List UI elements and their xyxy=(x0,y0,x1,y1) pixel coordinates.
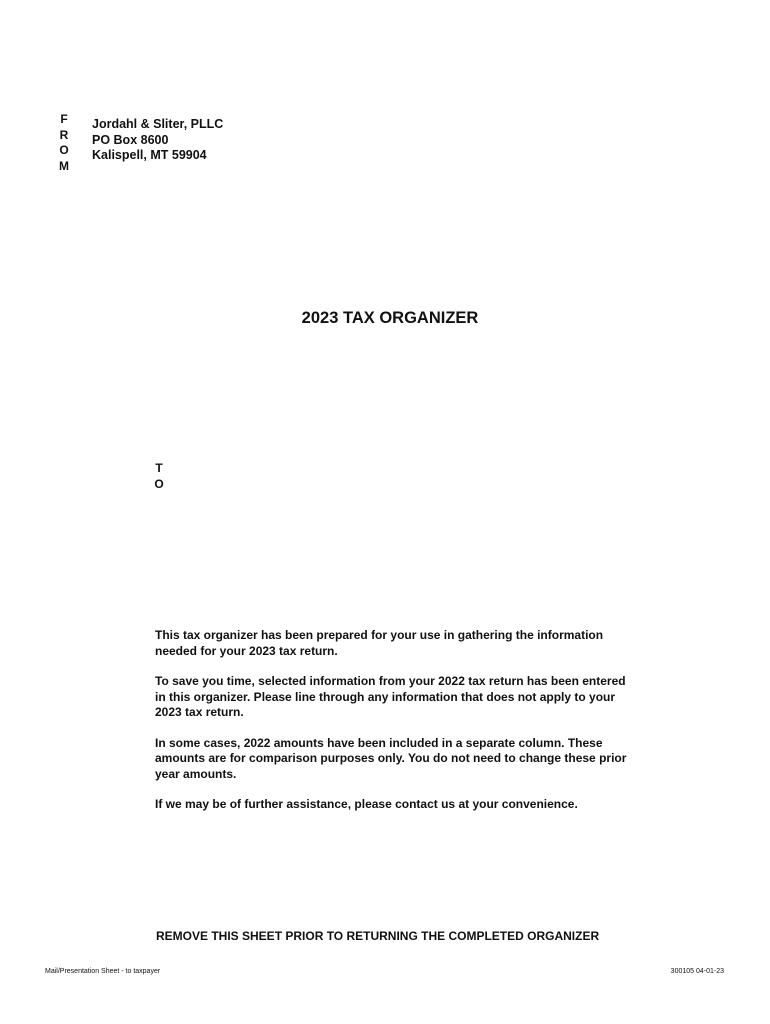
paragraph: To save you time, selected information from your 2022 tax return has been entered in this organizer. Please line through any information that does not apply to your 2023 tax return. xyxy=(155,674,626,719)
sender-address-line-2: Kalispell, MT 59904 xyxy=(92,148,207,162)
from-letter: O xyxy=(59,143,69,157)
sender-name: Jordahl & Sliter, PLLC xyxy=(92,117,224,131)
remove-sheet-note: REMOVE THIS SHEET PRIOR TO RETURNING THE COMPLETED ORGANIZER xyxy=(156,929,600,943)
sender-address xyxy=(92,117,223,164)
instructions xyxy=(155,628,635,828)
page-title: 2023 TAX ORGANIZER xyxy=(301,309,479,327)
sender-address-line-1: PO Box 8600 xyxy=(92,132,169,147)
paragraph: If we may be of further assistance, please contact us at your convenience. xyxy=(155,797,578,811)
from-letter: R xyxy=(59,127,69,142)
footer-form-code: 300105 04-01-23 xyxy=(670,968,724,975)
paragraph: In some cases, 2022 amounts have been included in a separate column. These amounts are for comparison purposes only. You do not need to change these prior year amounts. xyxy=(155,735,627,781)
to-letter: O xyxy=(154,476,164,491)
from-letter: M xyxy=(59,158,69,173)
to-letter: T xyxy=(155,461,163,475)
from-label xyxy=(57,112,71,174)
to-label xyxy=(152,461,166,492)
footer-form-name: Mail/Presentation Sheet - to taxpayer xyxy=(45,968,161,975)
paragraph: This tax organizer has been prepared for your use in gathering the information needed for your 2023 tax return. xyxy=(155,628,604,658)
from-letter: F xyxy=(60,112,68,126)
